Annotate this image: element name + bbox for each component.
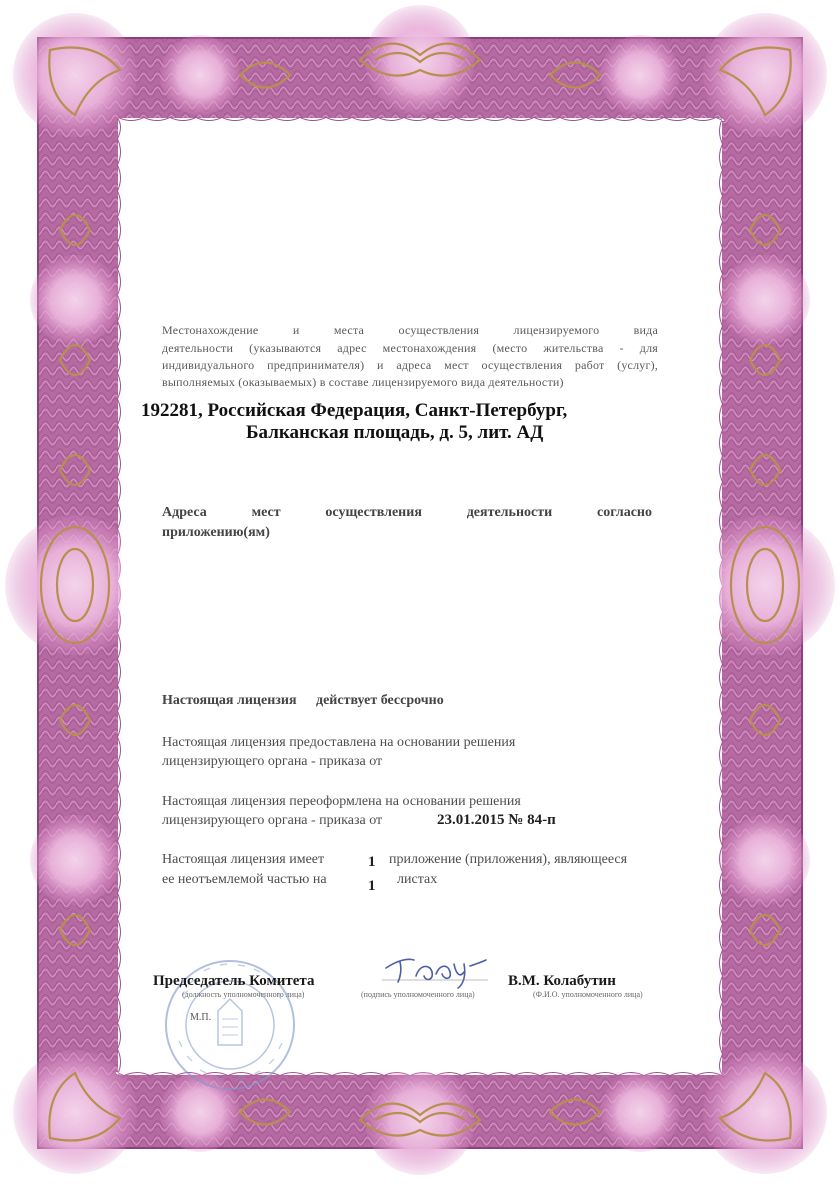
appendix-sheets: 1 bbox=[368, 878, 376, 894]
addresses-line-2: приложению(ям) bbox=[162, 525, 270, 540]
signatory-name: В.М. Колабутин bbox=[508, 973, 616, 989]
reissue-order-number: 23.01.2015 № 84-п bbox=[437, 812, 556, 828]
position-caption: (должность уполномоченного лица) bbox=[182, 990, 305, 999]
validity-value: действует бессрочно bbox=[316, 693, 444, 708]
location-caption-line-3: индивидуального предпринимателя) и адреса мест осуществления работ (услуг), bbox=[162, 358, 658, 372]
location-caption-line-2: деятельности (указываются адрес местонахождения (место жительства - для bbox=[162, 341, 658, 355]
name-caption: (Ф.И.О. уполномоченного лица) bbox=[533, 990, 643, 999]
address-line-1: 192281, Российская Федерация, Санкт-Петербург, bbox=[141, 400, 568, 421]
location-caption-line-4: выполняемых (оказываемых) в составе лицензируемого вида деятельности) bbox=[162, 375, 564, 389]
stamp-place-label: М.П. bbox=[190, 1012, 212, 1023]
reissued-line-1: Настоящая лицензия переоформлена на основании решения bbox=[162, 794, 521, 809]
granted-line-1: Настоящая лицензия предоставлена на основании решения bbox=[162, 735, 516, 750]
appendix-count: 1 bbox=[368, 854, 376, 870]
location-caption-line-1: Местонахождение и места осуществления лицензируемого вида bbox=[162, 323, 658, 337]
signature-caption: (подпись уполномоченного лица) bbox=[361, 990, 475, 999]
appendix-line-2-start: ее неотъемлемой частью на bbox=[162, 872, 327, 887]
validity-label: Настоящая лицензия bbox=[162, 693, 297, 708]
granted-line-2: лицензирующего органа - приказа от bbox=[162, 754, 383, 769]
address-line-2: Балканская площадь, д. 5, лит. АД bbox=[246, 422, 544, 443]
signatory-position: Председатель Комитета bbox=[153, 973, 315, 989]
appendix-line-1-start: Настоящая лицензия имеет bbox=[162, 852, 325, 867]
reissued-line-2: лицензирующего органа - приказа от bbox=[162, 813, 383, 828]
appendix-line-2-end: листах bbox=[397, 872, 438, 887]
appendix-line-1-end: приложение (приложения), являющееся bbox=[389, 852, 628, 867]
addresses-line-1: Адреса мест осуществления деятельности согласно bbox=[162, 505, 652, 520]
handwritten-signature bbox=[380, 950, 490, 990]
